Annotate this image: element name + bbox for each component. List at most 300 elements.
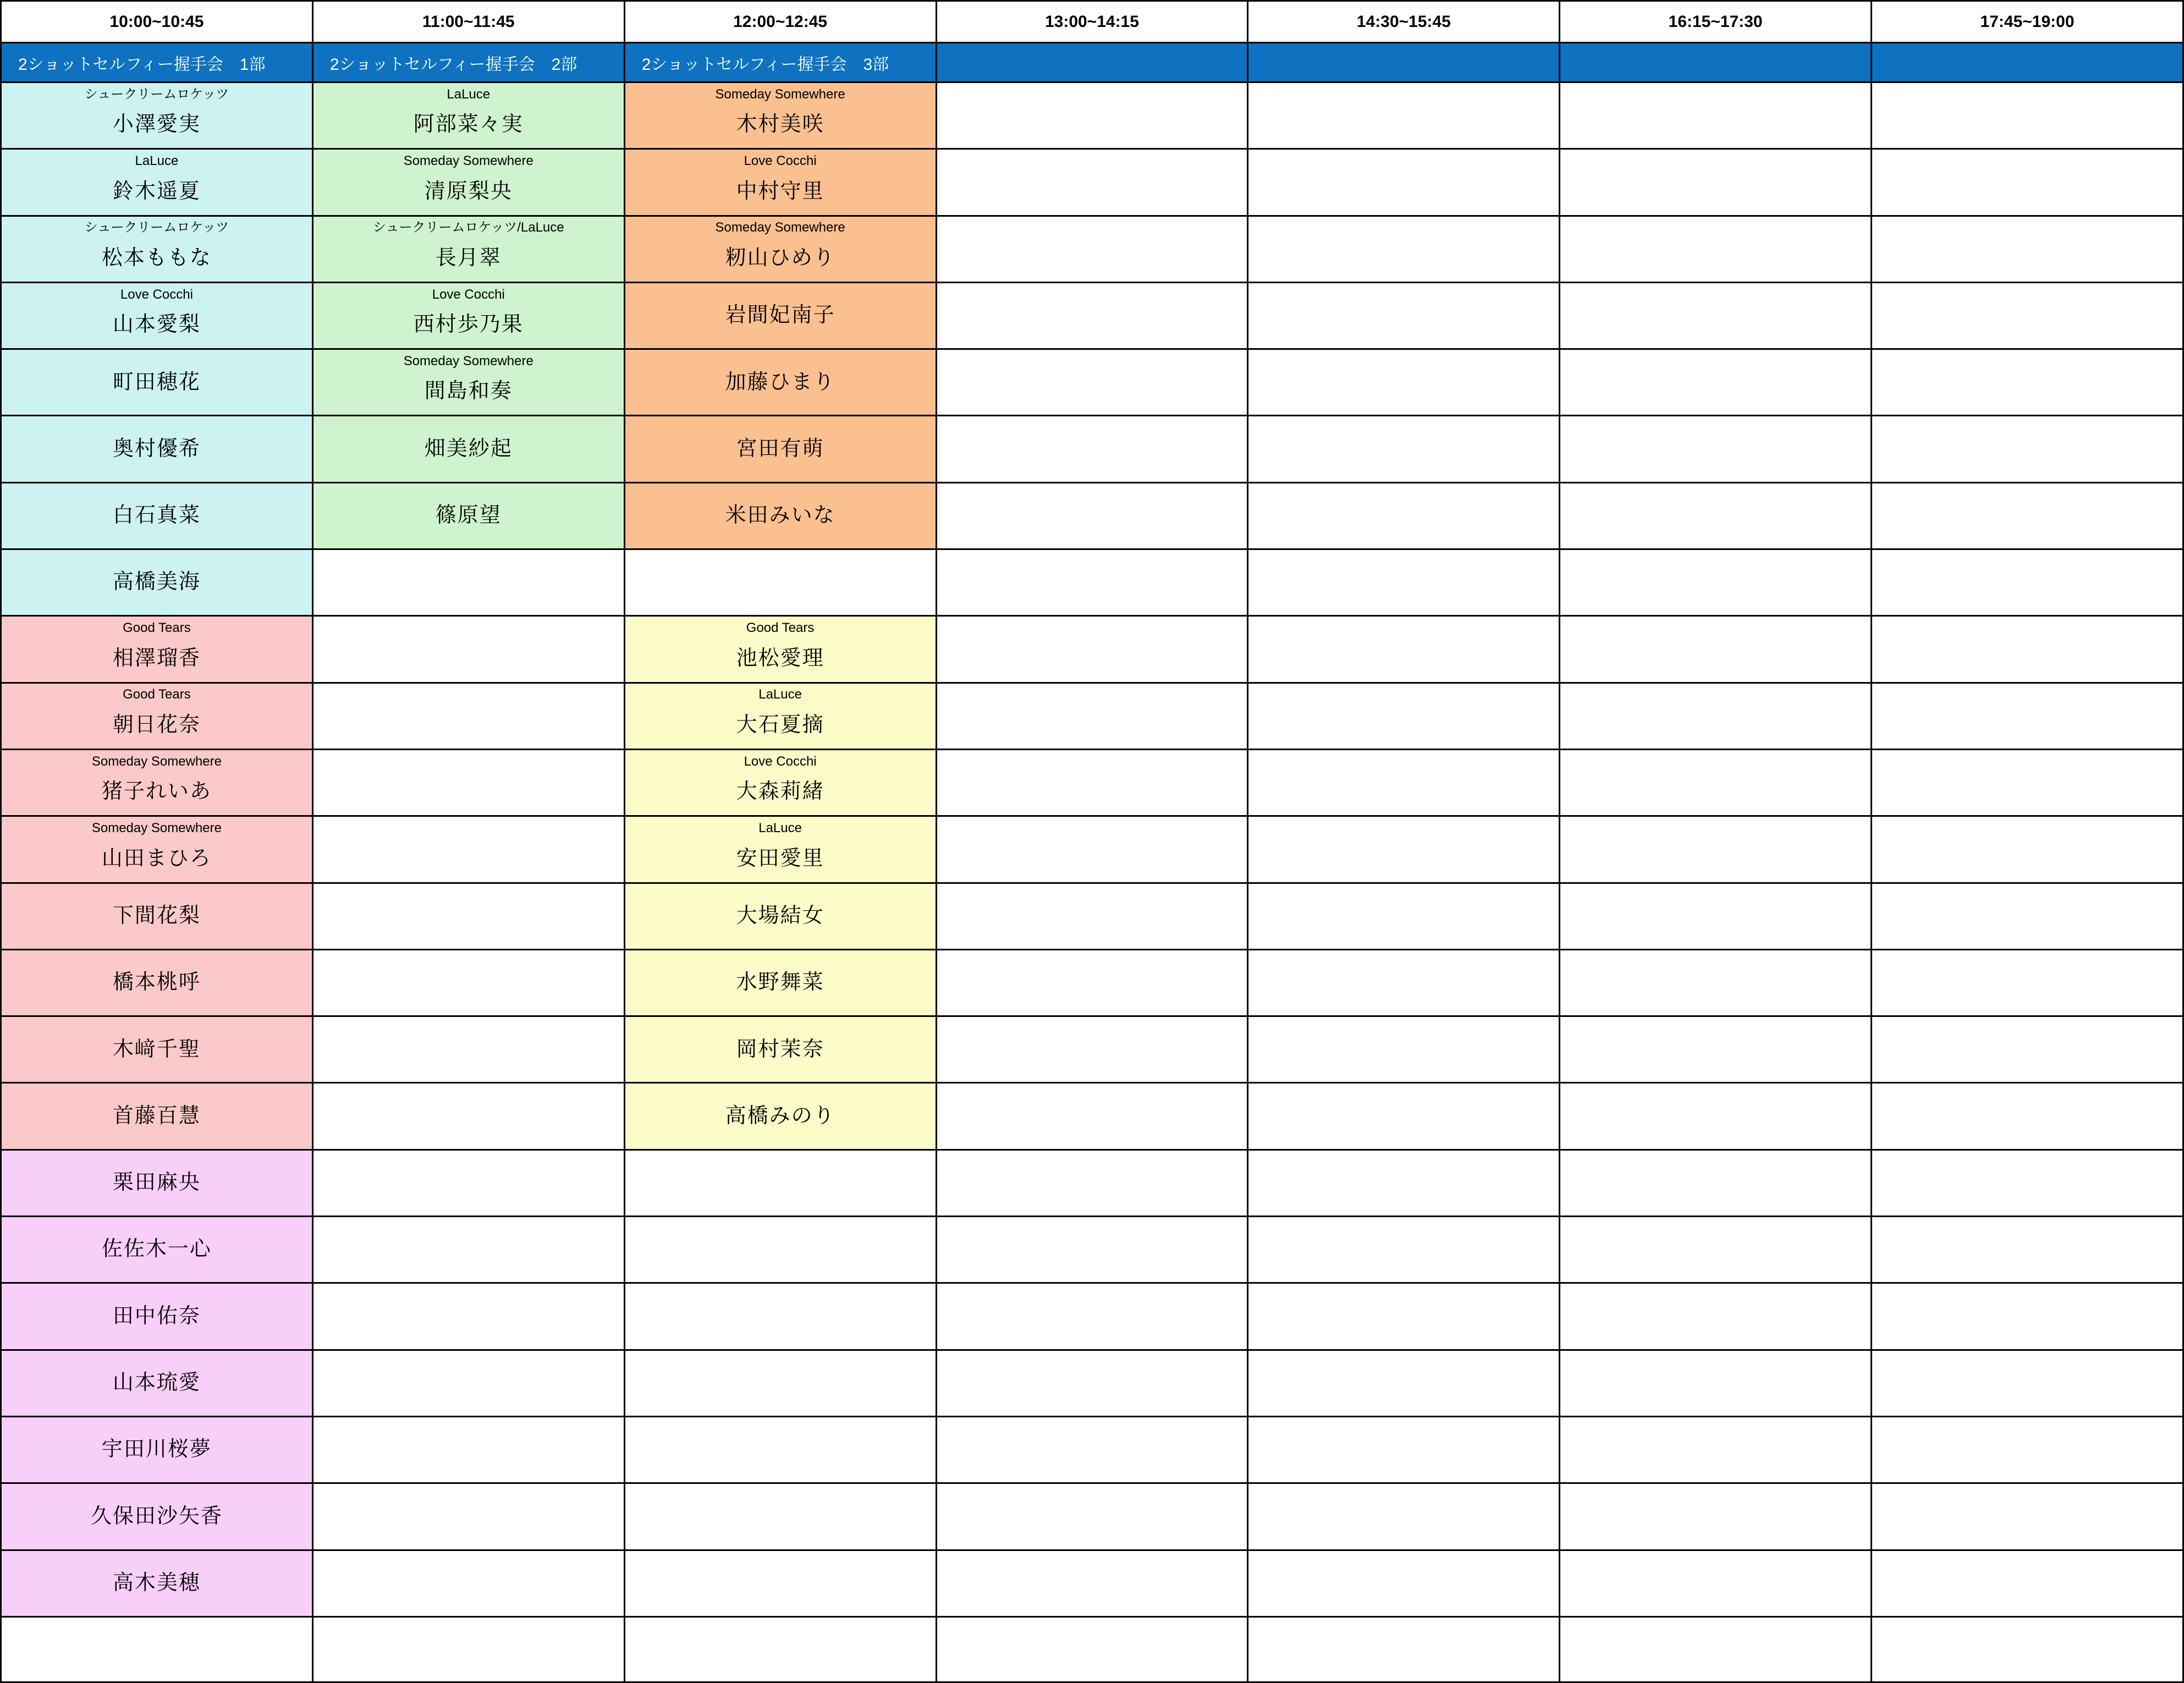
empty-cell xyxy=(1872,616,2183,683)
member-cell-content xyxy=(313,284,624,348)
member-name-wrap xyxy=(313,102,624,147)
group-label: Good Tears xyxy=(123,687,191,702)
empty-cell xyxy=(1560,1150,1872,1216)
member-cell-content xyxy=(2,618,312,681)
table-row xyxy=(1,282,2183,349)
member-name: 高橋みのり xyxy=(725,1104,835,1128)
empty-cell xyxy=(1248,416,1560,482)
event-bar-cell: 2ショットセルフィー握手会 1部 xyxy=(1,43,313,82)
empty-cell xyxy=(312,1283,624,1350)
empty-cell xyxy=(1872,1350,2183,1416)
empty-cell xyxy=(936,282,1248,349)
empty-cell xyxy=(936,549,1248,616)
empty-cell xyxy=(1248,1150,1560,1216)
member-cell-content xyxy=(625,351,936,414)
event-bar-empty-cell xyxy=(1872,43,2183,82)
member-cell-content xyxy=(2,484,312,547)
empty-cell xyxy=(936,816,1248,883)
member-name: 宮田有萌 xyxy=(736,437,824,460)
member-cell xyxy=(624,482,936,549)
table-row xyxy=(1,816,2183,883)
member-name: 米田みいな xyxy=(725,504,835,527)
empty-cell xyxy=(1248,816,1560,883)
member-name-wrap xyxy=(2,769,312,814)
member-name: 下間花梨 xyxy=(112,904,201,927)
member-name: 池松愛理 xyxy=(736,646,824,670)
member-cell-content xyxy=(625,1085,936,1148)
empty-cell xyxy=(1872,816,2183,883)
member-name: 加藤ひまり xyxy=(725,370,835,394)
empty-cell xyxy=(936,1616,1248,1682)
member-cell-content xyxy=(625,751,936,815)
empty-cell xyxy=(1248,82,1560,149)
member-cell-content xyxy=(2,1552,312,1615)
empty-cell xyxy=(936,349,1248,416)
member-name-wrap xyxy=(625,1018,936,1081)
member-name-wrap xyxy=(625,284,936,348)
member-name-wrap xyxy=(2,102,312,147)
member-name-wrap xyxy=(625,884,936,948)
empty-cell xyxy=(1248,1616,1560,1682)
empty-cell xyxy=(1248,482,1560,549)
empty-cell xyxy=(312,1483,624,1550)
empty-cell xyxy=(1248,549,1560,616)
empty-cell xyxy=(1248,349,1560,416)
member-cell xyxy=(1,1150,313,1216)
member-cell xyxy=(1,1550,313,1616)
member-name: 清原梨央 xyxy=(424,179,513,203)
member-name-wrap xyxy=(313,417,624,481)
member-cell xyxy=(1,349,313,416)
empty-cell xyxy=(312,1016,624,1083)
member-name-wrap xyxy=(2,1285,312,1348)
member-name: 山本愛梨 xyxy=(112,313,201,337)
member-cell xyxy=(1,816,313,883)
member-cell-content xyxy=(313,84,624,147)
empty-cell xyxy=(1872,1416,2183,1483)
member-name-wrap xyxy=(625,636,936,681)
time-slot-header: 16:15~17:30 xyxy=(1560,1,1872,43)
member-cell-content xyxy=(625,484,936,547)
event-bar-cell: 2ショットセルフィー握手会 3部 xyxy=(624,43,936,82)
member-cell-content xyxy=(2,751,312,815)
member-cell-content xyxy=(2,952,312,1015)
empty-cell xyxy=(624,1150,936,1216)
member-name-wrap xyxy=(625,236,936,280)
member-name: 鈴木遥夏 xyxy=(112,179,201,203)
empty-cell xyxy=(936,616,1248,683)
empty-cell xyxy=(1248,1083,1560,1150)
member-cell xyxy=(624,1016,936,1083)
member-name-wrap xyxy=(313,484,624,547)
member-name: 白石真菜 xyxy=(112,504,201,527)
table-row xyxy=(1,749,2183,816)
empty-cell xyxy=(312,683,624,749)
member-cell-content xyxy=(2,284,312,348)
empty-cell xyxy=(312,1550,624,1616)
empty-cell xyxy=(1872,282,2183,349)
member-cell xyxy=(624,1083,936,1150)
member-name-wrap xyxy=(2,1151,312,1214)
empty-cell xyxy=(312,816,624,883)
empty-cell xyxy=(1560,149,1872,216)
member-name-wrap xyxy=(625,102,936,147)
member-cell xyxy=(1,416,313,482)
group-label: LaLuce xyxy=(135,153,179,168)
table-row xyxy=(1,949,2183,1016)
member-cell-content xyxy=(2,351,312,414)
table-row xyxy=(1,1550,2183,1616)
member-cell xyxy=(624,349,936,416)
member-name: 橋本桃呼 xyxy=(112,971,201,994)
empty-cell xyxy=(1560,1483,1872,1550)
member-name: 奥村優希 xyxy=(112,437,201,460)
member-cell xyxy=(624,883,936,949)
member-name: 町田穂花 xyxy=(112,370,201,394)
table-row xyxy=(1,1283,2183,1350)
member-name: 畑美紗起 xyxy=(424,437,513,460)
empty-cell xyxy=(936,482,1248,549)
member-name-wrap xyxy=(2,351,312,414)
empty-cell xyxy=(1560,949,1872,1016)
member-cell-content xyxy=(2,1085,312,1148)
empty-cell xyxy=(1248,683,1560,749)
empty-cell xyxy=(1560,282,1872,349)
empty-cell xyxy=(936,1350,1248,1416)
group-label: LaLuce xyxy=(758,820,802,835)
member-cell xyxy=(312,282,624,349)
empty-cell xyxy=(312,1416,624,1483)
empty-cell xyxy=(624,1550,936,1616)
empty-cell xyxy=(1872,549,2183,616)
member-cell-content xyxy=(313,417,624,481)
member-cell-content xyxy=(2,1018,312,1081)
member-cell-content xyxy=(625,84,936,147)
member-name: 高木美穂 xyxy=(112,1571,201,1594)
member-cell xyxy=(312,416,624,482)
empty-cell xyxy=(1248,1283,1560,1350)
member-name-wrap xyxy=(2,484,312,547)
empty-cell xyxy=(1248,1217,1560,1283)
member-name: 水野舞菜 xyxy=(736,971,824,994)
time-slot-header: 14:30~15:45 xyxy=(1248,1,1560,43)
member-name: 佐佐木一心 xyxy=(101,1238,212,1261)
member-cell-content xyxy=(625,952,936,1015)
empty-cell xyxy=(1560,1550,1872,1616)
empty-cell xyxy=(1248,1416,1560,1483)
group-label: Good Tears xyxy=(123,620,191,636)
empty-cell xyxy=(1872,949,2183,1016)
member-cell xyxy=(624,683,936,749)
empty-cell xyxy=(1560,616,1872,683)
table-row xyxy=(1,616,2183,683)
member-name-wrap xyxy=(2,636,312,681)
member-cell xyxy=(1,1416,313,1483)
member-cell xyxy=(624,416,936,482)
group-label: Someday Somewhere xyxy=(403,353,533,369)
empty-cell xyxy=(1872,82,2183,149)
group-label: LaLuce xyxy=(447,86,491,102)
member-name-wrap xyxy=(2,1218,312,1282)
empty-cell xyxy=(312,949,624,1016)
member-name: 阿部菜々実 xyxy=(413,113,524,136)
member-cell xyxy=(1,616,313,683)
empty-cell xyxy=(1560,749,1872,816)
table-row xyxy=(1,1217,2183,1283)
member-cell xyxy=(1,549,313,616)
empty-cell xyxy=(1872,883,2183,949)
empty-cell xyxy=(1872,1150,2183,1216)
member-name-wrap xyxy=(2,302,312,347)
empty-cell xyxy=(1872,1217,2183,1283)
group-label: Someday Somewhere xyxy=(91,820,222,835)
empty-cell xyxy=(312,1217,624,1283)
member-name-wrap xyxy=(2,1552,312,1615)
empty-cell xyxy=(1872,1283,2183,1350)
empty-cell xyxy=(1560,1350,1872,1416)
member-cell-content xyxy=(2,84,312,147)
group-label: Love Cocchi xyxy=(120,287,193,302)
member-name-wrap xyxy=(2,1485,312,1548)
member-cell xyxy=(624,216,936,282)
empty-cell xyxy=(312,749,624,816)
empty-cell xyxy=(624,1283,936,1350)
member-cell xyxy=(1,1283,313,1350)
empty-cell xyxy=(312,1083,624,1150)
group-label: LaLuce xyxy=(758,687,802,702)
empty-cell xyxy=(936,1016,1248,1083)
group-label: シュークリームロケッツ xyxy=(84,220,229,235)
member-name: 宇田川桜夢 xyxy=(101,1438,212,1461)
event-bar-empty-cell xyxy=(936,43,1248,82)
empty-cell xyxy=(936,216,1248,282)
empty-cell xyxy=(312,883,624,949)
empty-cell xyxy=(936,1416,1248,1483)
member-cell-content xyxy=(625,884,936,948)
member-name-wrap xyxy=(2,417,312,481)
empty-cell xyxy=(1248,883,1560,949)
empty-cell xyxy=(936,1083,1248,1150)
empty-cell xyxy=(1248,749,1560,816)
group-label: Someday Somewhere xyxy=(91,754,222,769)
empty-cell xyxy=(312,1150,624,1216)
member-cell xyxy=(624,616,936,683)
member-cell-content xyxy=(625,417,936,481)
member-cell-content xyxy=(2,884,312,948)
table-row xyxy=(1,1016,2183,1083)
group-label: Love Cocchi xyxy=(744,754,817,769)
member-name-wrap xyxy=(313,302,624,347)
empty-cell xyxy=(936,683,1248,749)
table-row xyxy=(1,416,2183,482)
empty-cell xyxy=(1872,1550,2183,1616)
member-name: 籾山ひめり xyxy=(725,246,835,270)
group-label: Someday Somewhere xyxy=(403,153,533,168)
member-name: 朝日花奈 xyxy=(112,713,201,736)
member-cell xyxy=(1,1016,313,1083)
empty-cell xyxy=(312,1350,624,1416)
member-cell xyxy=(312,82,624,149)
member-name-wrap xyxy=(2,837,312,881)
member-name-wrap xyxy=(2,236,312,280)
member-cell xyxy=(1,1350,313,1416)
member-cell-content xyxy=(2,417,312,481)
empty-cell xyxy=(1560,683,1872,749)
member-cell-content xyxy=(2,684,312,747)
empty-cell xyxy=(1560,816,1872,883)
member-cell-content xyxy=(313,217,624,280)
member-cell xyxy=(1,683,313,749)
empty-cell xyxy=(1872,1483,2183,1550)
event-bar-empty-cell xyxy=(1560,43,1872,82)
schedule-body xyxy=(1,82,2183,1682)
member-cell xyxy=(1,1083,313,1150)
empty-cell xyxy=(1872,416,2183,482)
empty-cell xyxy=(312,1616,624,1682)
member-name: 木﨑千聖 xyxy=(112,1037,201,1061)
empty-cell xyxy=(1560,1016,1872,1083)
member-name-wrap xyxy=(2,1351,312,1415)
member-cell xyxy=(624,82,936,149)
empty-cell xyxy=(1560,216,1872,282)
member-cell xyxy=(624,282,936,349)
member-name-wrap xyxy=(625,952,936,1015)
empty-cell xyxy=(624,1350,936,1416)
empty-cell xyxy=(936,1150,1248,1216)
member-name: 大石夏摘 xyxy=(736,713,824,736)
member-cell xyxy=(312,216,624,282)
table-row xyxy=(1,1416,2183,1483)
empty-cell xyxy=(312,616,624,683)
empty-cell xyxy=(1248,1550,1560,1616)
empty-cell xyxy=(1560,349,1872,416)
empty-cell xyxy=(1248,1483,1560,1550)
time-slot-header: 13:00~14:15 xyxy=(936,1,1248,43)
empty-cell xyxy=(1,1616,313,1682)
empty-cell xyxy=(1560,549,1872,616)
member-cell xyxy=(624,816,936,883)
member-name-wrap xyxy=(2,952,312,1015)
member-cell-content xyxy=(313,151,624,214)
member-cell-content xyxy=(625,684,936,747)
member-name-wrap xyxy=(2,884,312,948)
table-row xyxy=(1,82,2183,149)
member-cell xyxy=(1,482,313,549)
member-cell xyxy=(1,82,313,149)
table-row xyxy=(1,482,2183,549)
member-name-wrap xyxy=(2,551,312,614)
member-cell-content xyxy=(625,284,936,348)
member-cell-content xyxy=(625,818,936,881)
member-cell xyxy=(312,482,624,549)
group-label: Someday Somewhere xyxy=(715,86,845,102)
member-name: 栗田麻央 xyxy=(112,1171,201,1195)
event-bar-row xyxy=(1,43,2183,82)
member-name: 岩間妃南子 xyxy=(725,304,835,327)
member-name: 松本ももな xyxy=(101,246,212,270)
empty-cell xyxy=(936,416,1248,482)
member-name: 首藤百慧 xyxy=(112,1104,201,1128)
table-row xyxy=(1,883,2183,949)
table-row xyxy=(1,149,2183,216)
member-name-wrap xyxy=(625,837,936,881)
member-name: 大森莉緒 xyxy=(736,780,824,804)
member-cell-content xyxy=(2,818,312,881)
member-name-wrap xyxy=(2,1085,312,1148)
member-name: 中村守里 xyxy=(736,179,824,203)
member-name-wrap xyxy=(2,1018,312,1081)
empty-cell xyxy=(1872,349,2183,416)
member-cell-content xyxy=(2,1485,312,1548)
member-name-wrap xyxy=(2,703,312,747)
member-name-wrap xyxy=(313,236,624,280)
empty-cell xyxy=(936,1550,1248,1616)
member-name: 長月翠 xyxy=(435,246,502,270)
member-name: 木村美咲 xyxy=(736,113,824,136)
group-label: Love Cocchi xyxy=(432,287,505,302)
empty-cell xyxy=(1872,1016,2183,1083)
member-cell-content xyxy=(625,217,936,280)
time-slot-header: 10:00~10:45 xyxy=(1,1,313,43)
empty-cell xyxy=(1872,149,2183,216)
empty-cell xyxy=(1248,282,1560,349)
member-cell xyxy=(624,949,936,1016)
empty-cell xyxy=(936,1217,1248,1283)
empty-cell xyxy=(624,1483,936,1550)
member-cell-content xyxy=(313,351,624,414)
member-cell-content xyxy=(313,484,624,547)
empty-cell xyxy=(1560,82,1872,149)
member-cell xyxy=(1,949,313,1016)
member-cell-content xyxy=(2,551,312,614)
empty-cell xyxy=(1872,1083,2183,1150)
empty-cell xyxy=(936,82,1248,149)
member-cell xyxy=(624,149,936,216)
table-row xyxy=(1,1350,2183,1416)
empty-cell xyxy=(1872,482,2183,549)
member-name-wrap xyxy=(2,1418,312,1482)
member-name: 篠原望 xyxy=(435,504,502,527)
group-label: シュークリームロケッツ/LaLuce xyxy=(372,220,564,235)
group-label: Good Tears xyxy=(746,620,815,636)
member-name: 間島和奏 xyxy=(424,380,513,403)
member-name: 岡村茉奈 xyxy=(736,1037,824,1061)
empty-cell xyxy=(1872,683,2183,749)
member-cell-content xyxy=(2,1285,312,1348)
empty-cell xyxy=(1872,216,2183,282)
member-name: 久保田沙矢香 xyxy=(90,1504,223,1528)
empty-cell xyxy=(312,549,624,616)
member-name-wrap xyxy=(2,169,312,214)
member-name: 西村歩乃果 xyxy=(413,313,524,337)
table-row xyxy=(1,349,2183,416)
member-name: 相澤瑠香 xyxy=(112,646,201,670)
empty-cell xyxy=(1248,1016,1560,1083)
empty-cell xyxy=(936,1483,1248,1550)
empty-cell xyxy=(936,949,1248,1016)
member-cell-content xyxy=(2,1351,312,1415)
empty-cell xyxy=(1248,616,1560,683)
group-label: Love Cocchi xyxy=(744,153,817,168)
empty-cell xyxy=(1248,949,1560,1016)
empty-cell xyxy=(1560,1217,1872,1283)
member-cell xyxy=(1,282,313,349)
empty-cell xyxy=(1248,216,1560,282)
member-cell-content xyxy=(2,1151,312,1214)
empty-cell xyxy=(1872,749,2183,816)
member-cell xyxy=(1,749,313,816)
event-bar-cell: 2ショットセルフィー握手会 2部 xyxy=(312,43,624,82)
